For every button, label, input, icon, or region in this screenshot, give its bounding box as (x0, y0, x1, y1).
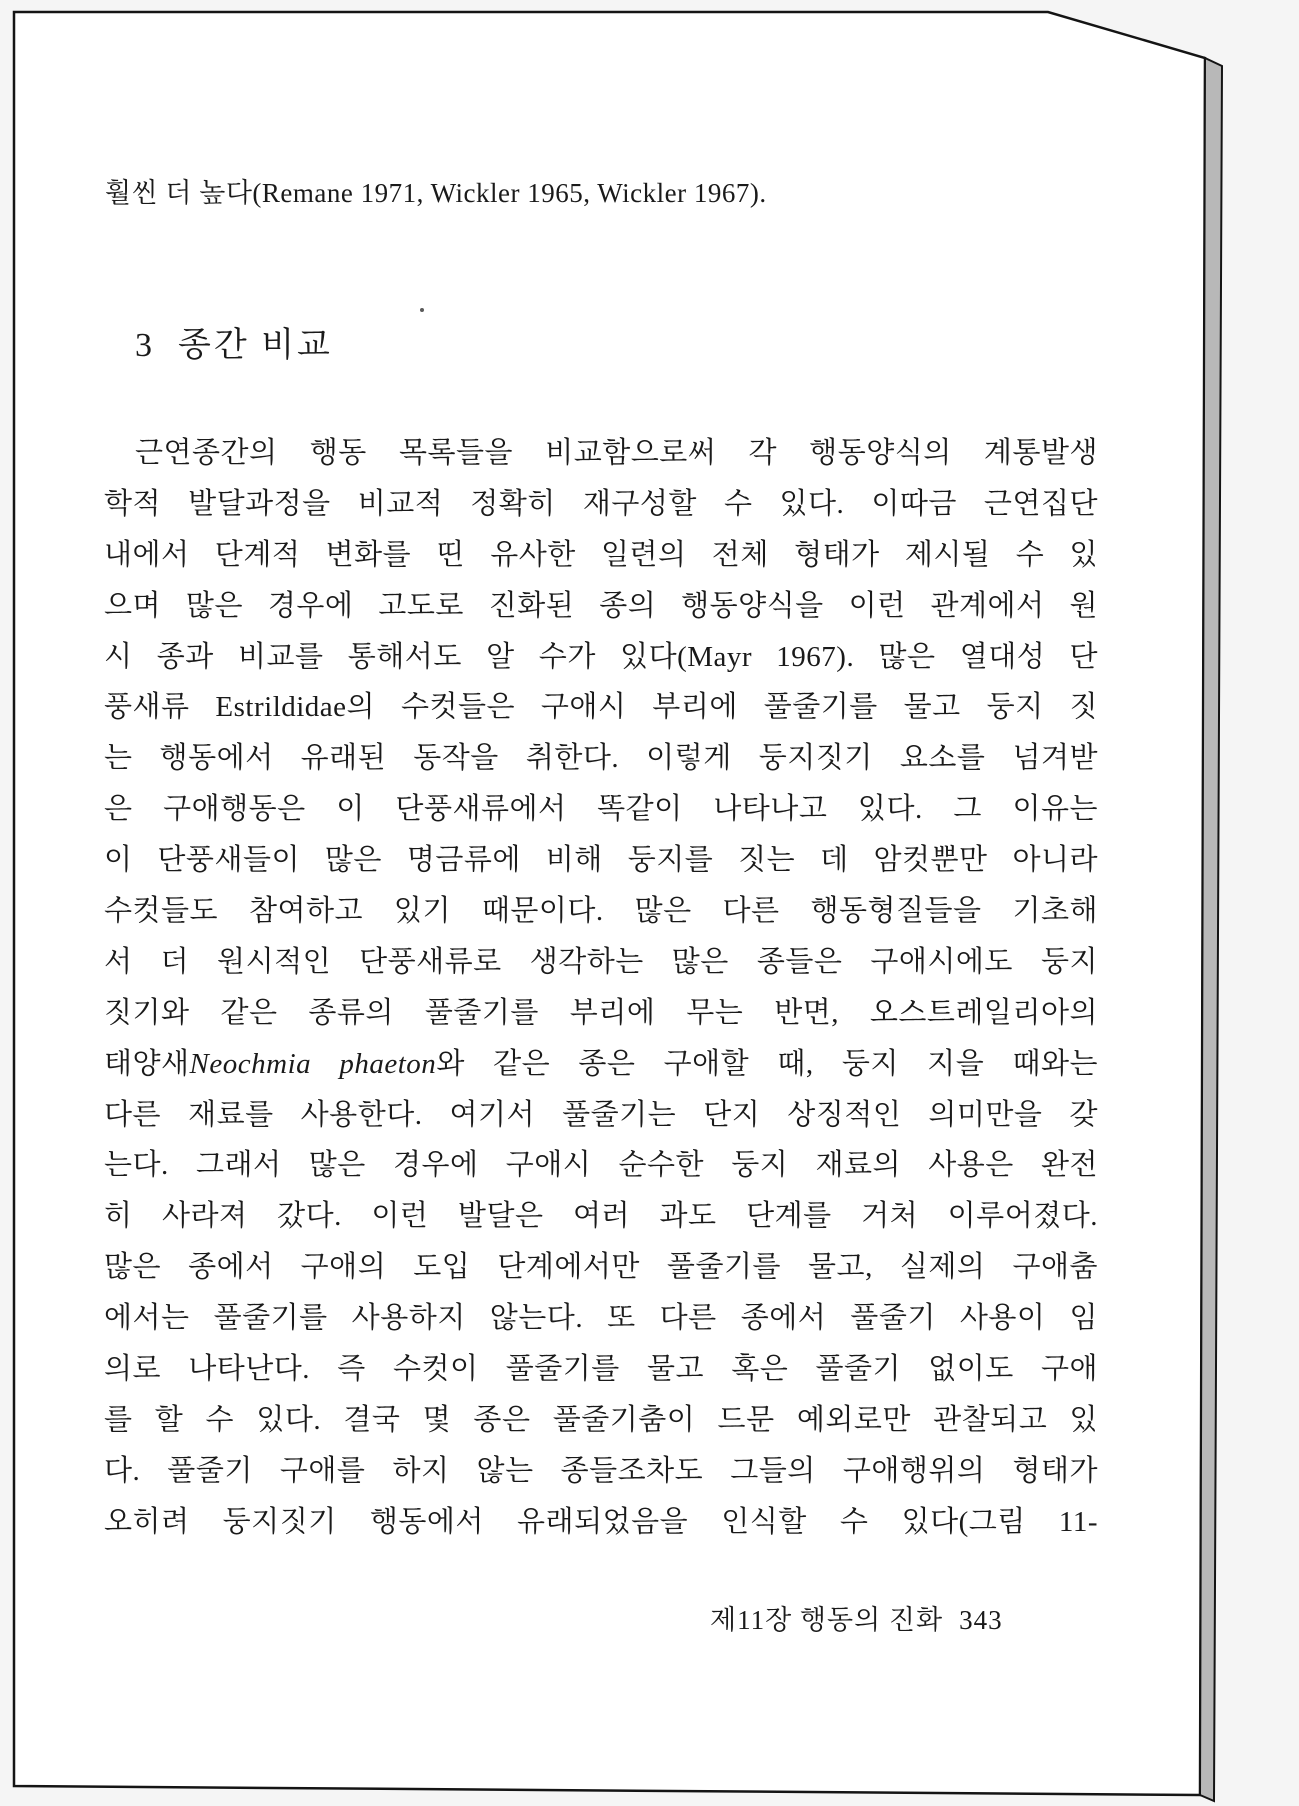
body-line: 많은 종에서 구애의 도입 단계에서만 풀줄기를 물고, 실제의 구애춤 (104, 1251, 1098, 1284)
citation-line: 훨씬 더 높다(Remane 1971, Wickler 1965, Wickler 1967). (105, 178, 767, 208)
section-number: 3 (135, 327, 152, 364)
body-line: 이 단풍새들이 많은 명금류에 비해 둥지를 짓는 데 암컷뿐만 아니라 (104, 844, 1098, 877)
body-line: 수컷들도 참여하고 있기 때문이다. 많은 다른 행동형질들을 기초해 (104, 895, 1098, 928)
running-footer (710, 1604, 1003, 1636)
body-line: 은 구애행동은 이 단풍새류에서 똑같이 나타나고 있다. 그 이유는 (104, 793, 1098, 826)
body-line: 의로 나타난다. 즉 수컷이 풀줄기를 물고 혹은 풀줄기 없이도 구애 (104, 1353, 1098, 1386)
body-line: 학적 발달과정을 비교적 정확히 재구성할 수 있다. 이따금 근연집단 (104, 487, 1098, 520)
body-line: 를 할 수 있다. 결국 몇 종은 풀줄기춤이 드문 예외로만 관찰되고 있 (104, 1403, 1098, 1436)
body-line: 시 종과 비교를 통해서도 알 수가 있다(Mayr 1967). 많은 열대성 단 (104, 640, 1098, 673)
body-line: 다. 풀줄기 구애를 하지 않는 종들조차도 그들의 구애행위의 형태가 (104, 1454, 1098, 1487)
section-heading (135, 326, 333, 366)
body-line: 는다. 그래서 많은 경우에 구애시 순수한 둥지 재료의 사용은 완전 (104, 1149, 1098, 1182)
footer-page-number: 343 (959, 1605, 1003, 1635)
body-line: 에서는 풀줄기를 사용하지 않는다. 또 다른 종에서 풀줄기 사용이 임 (104, 1302, 1098, 1335)
body-line: 다른 재료를 사용한다. 여기서 풀줄기는 단지 상징적인 의미만을 갖 (104, 1098, 1098, 1131)
body-line: 태양새Neochmia phaeton와 같은 종은 구애할 때, 둥지 지을 때와는 (104, 1047, 1098, 1080)
scan-speck (420, 308, 424, 312)
body-line: 짓기와 같은 종류의 풀줄기를 부리에 무는 반면, 오스트레일리아의 (104, 996, 1098, 1029)
body-line: 내에서 단계적 변화를 띤 유사한 일련의 전체 형태가 제시될 수 있 (104, 538, 1098, 571)
footer-chapter: 제11장 행동의 진화 (710, 1605, 944, 1635)
body-line: 히 사라져 갔다. 이런 발달은 여러 과도 단계를 거처 이루어졌다. (104, 1200, 1098, 1233)
body-line: 근연종간의 행동 목록들을 비교함으로써 각 행동양식의 계통발생 (135, 437, 1098, 469)
body-line: 으며 많은 경우에 고도로 진화된 종의 행동양식을 이런 관계에서 원 (104, 589, 1098, 622)
body-line: 는 행동에서 유래된 동작을 취한다. 이렇게 둥지짓기 요소를 넘겨받 (104, 742, 1098, 775)
section-title: 종간 비교 (178, 327, 333, 364)
body-paragraph (104, 428, 1098, 1548)
body-line: 풍새류 Estrildidae의 수컷들은 구애시 부리에 풀줄기를 물고 둥지 짓 (104, 691, 1098, 724)
page-edge-strip (1200, 58, 1222, 1801)
body-line: 서 더 원시적인 단풍새류로 생각하는 많은 종들은 구애시에도 둥지 (104, 945, 1098, 978)
body-line: 오히려 둥지짓기 행동에서 유래되었음을 인식할 수 있다(그림 11- (104, 1505, 1098, 1538)
